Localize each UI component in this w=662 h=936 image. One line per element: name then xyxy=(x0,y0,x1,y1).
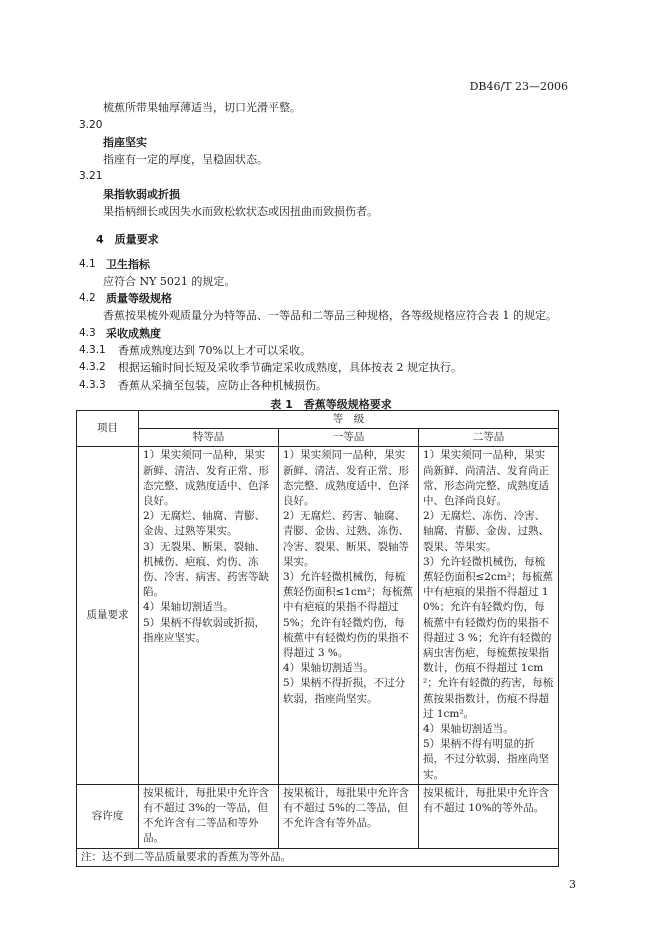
list-item: 4）果轴切割适当。 xyxy=(283,662,374,675)
list-item: 2）无腐烂、冻伤、冷害、轴腐、青膨、金齿、过熟、裂果、等果实。 xyxy=(423,510,549,553)
clause-number: 4.1 xyxy=(79,258,96,270)
list-item: 3）允许轻微机械伤，每梳蕉轻伤面积≤1cm²；每梳蕉中有疤痕的果指不得超过 5%；允许有轻微灼伤，每梳蕉中有轻微灼伤的果指不得超过 3 %。 xyxy=(283,571,414,660)
table-row-note xyxy=(77,848,559,866)
header-special-grade: 特等品 xyxy=(139,429,279,447)
table-subheader-row xyxy=(77,429,559,447)
clause-title: 指座坚实 xyxy=(103,136,147,149)
cell-tolerance-first: 按果梳计，每批果中允许含有不超过 5%的二等品，但不允许含有等外品。 xyxy=(279,784,419,848)
row-label-tolerance: 容许度 xyxy=(77,784,139,848)
list-item: 2）无腐烂、轴腐、青膨、金齿、过熟等果实。 xyxy=(143,510,266,538)
list-item: 1）果实须同一品种，果实尚新鲜、尚清洁、发育尚正常、形态尚完整、成熟度适中、色泽尚良好。 xyxy=(423,449,549,508)
clause-number: 4.3 xyxy=(79,327,96,339)
list-item: 5）果柄不得折损，不过分软弱，指座尚坚实。 xyxy=(283,677,406,705)
cell-tolerance-second: 按果梳计，每批果中允许含有不超过 10%的等外品。 xyxy=(419,784,559,848)
clause-text: 香蕉按果梳外观质量分为特等品、一等品和二等品三种规格，各等级规格应符合表 1 的规定。 xyxy=(103,309,557,322)
row-label-quality: 质量要求 xyxy=(77,447,139,784)
header-item: 项目 xyxy=(77,411,139,447)
clause-number: 3.21 xyxy=(79,170,103,182)
clause-number: 4.3.1 xyxy=(79,344,106,356)
clause-number: 4.3.2 xyxy=(79,361,106,373)
header-second-grade: 二等品 xyxy=(419,429,559,447)
doc-code: DB46/T 23—2006 xyxy=(469,80,568,93)
list-item: 3）允许轻微机械伤，每梳蕉轻伤面积≤2cm²；每梳蕉中有疤痕的果指不得超过 10%；允许有轻微灼伤，每梳蕉中有轻微灼伤的果指不得超过 3 %；允许有轻微的病虫害伤疤，每梳蕉按果指数计，伤痕不得超过 1cm²；允许有轻微的药害，每梳蕉按果指数计，伤痕不得超过 1cm²。 xyxy=(423,555,554,720)
clause-title: 采收成熟度 xyxy=(106,327,161,340)
list-item: 2）无腐烂、药害、轴腐、青膨、金齿、过熟、冻伤、冷害、裂果、断果、裂轴等果实。 xyxy=(283,510,409,568)
clause-number: 3.20 xyxy=(79,119,103,131)
table-caption: 表 1 香蕉等级规格要求 xyxy=(270,398,392,411)
clause-title: 质量等级规格 xyxy=(106,292,172,305)
table-row-quality xyxy=(77,447,559,784)
list-item: 1）果实须同一品种，果实新鲜、清洁、发育正常、形态完整、成熟度适中、色泽良好。 xyxy=(283,449,409,508)
clause-text: 香蕉成熟度达到 70%以上才可以采收。 xyxy=(118,344,311,357)
clause-number: 4.3.3 xyxy=(79,379,106,391)
list-item: 5）果柄不得软弱或折损，指座应坚实。 xyxy=(143,616,266,644)
clause-text: 根据运输时间长短及采收季节确定采收成熟度，具体按表 2 规定执行。 xyxy=(118,361,462,374)
clause-text: 应符合 NY 5021 的规定。 xyxy=(103,275,236,288)
grade-spec-table xyxy=(76,410,559,867)
table-row-tolerance xyxy=(77,784,559,848)
list-item: 1）果实须同一品种，果实新鲜、清洁、发育正常、形态完整、成熟度适中、色泽良好。 xyxy=(143,449,269,508)
list-item: 3）无裂果、断果、裂轴、机械伤、疤痕、灼伤、冻伤、冷害、病害、药害等缺陷。 xyxy=(143,540,269,599)
page-number: 3 xyxy=(569,878,576,891)
cell-quality-special xyxy=(139,447,279,784)
clause-text: 果指柄细长或因失水而致松软状态或因扭曲而致损伤者。 xyxy=(103,205,378,218)
list-item: 4）果轴切割适当。 xyxy=(423,723,514,736)
clause-text: 香蕉从采摘至包装，应防止各种机械损伤。 xyxy=(118,379,327,392)
clause-number: 4.2 xyxy=(79,292,96,304)
table-header-row xyxy=(77,411,559,429)
cell-quality-first xyxy=(279,447,419,784)
clause-text: 指座有一定的厚度，呈稳固状态。 xyxy=(103,153,268,166)
cell-quality-second xyxy=(419,447,559,784)
clause-text: 梳蕉所带果轴厚薄适当，切口光滑平整。 xyxy=(103,101,301,114)
list-item: 4）果轴切割适当。 xyxy=(143,601,234,614)
table-note: 注：达不到二等品质量要求的香蕉为等外品。 xyxy=(77,848,559,866)
list-item: 5）果柄不得有明显的折损，不过分软弱，指座尚坚实。 xyxy=(423,738,549,781)
header-first-grade: 一等品 xyxy=(279,429,419,447)
header-grade: 等 级 xyxy=(139,411,559,429)
clause-title: 果指软弱或折损 xyxy=(103,188,180,201)
clause-title: 卫生指标 xyxy=(106,258,150,271)
cell-tolerance-special: 按果梳计，每批果中允许含有不超过 3%的一等品，但不允许含有二等品和等外品。 xyxy=(139,784,279,848)
section-heading: 4 质量要求 xyxy=(96,233,159,246)
